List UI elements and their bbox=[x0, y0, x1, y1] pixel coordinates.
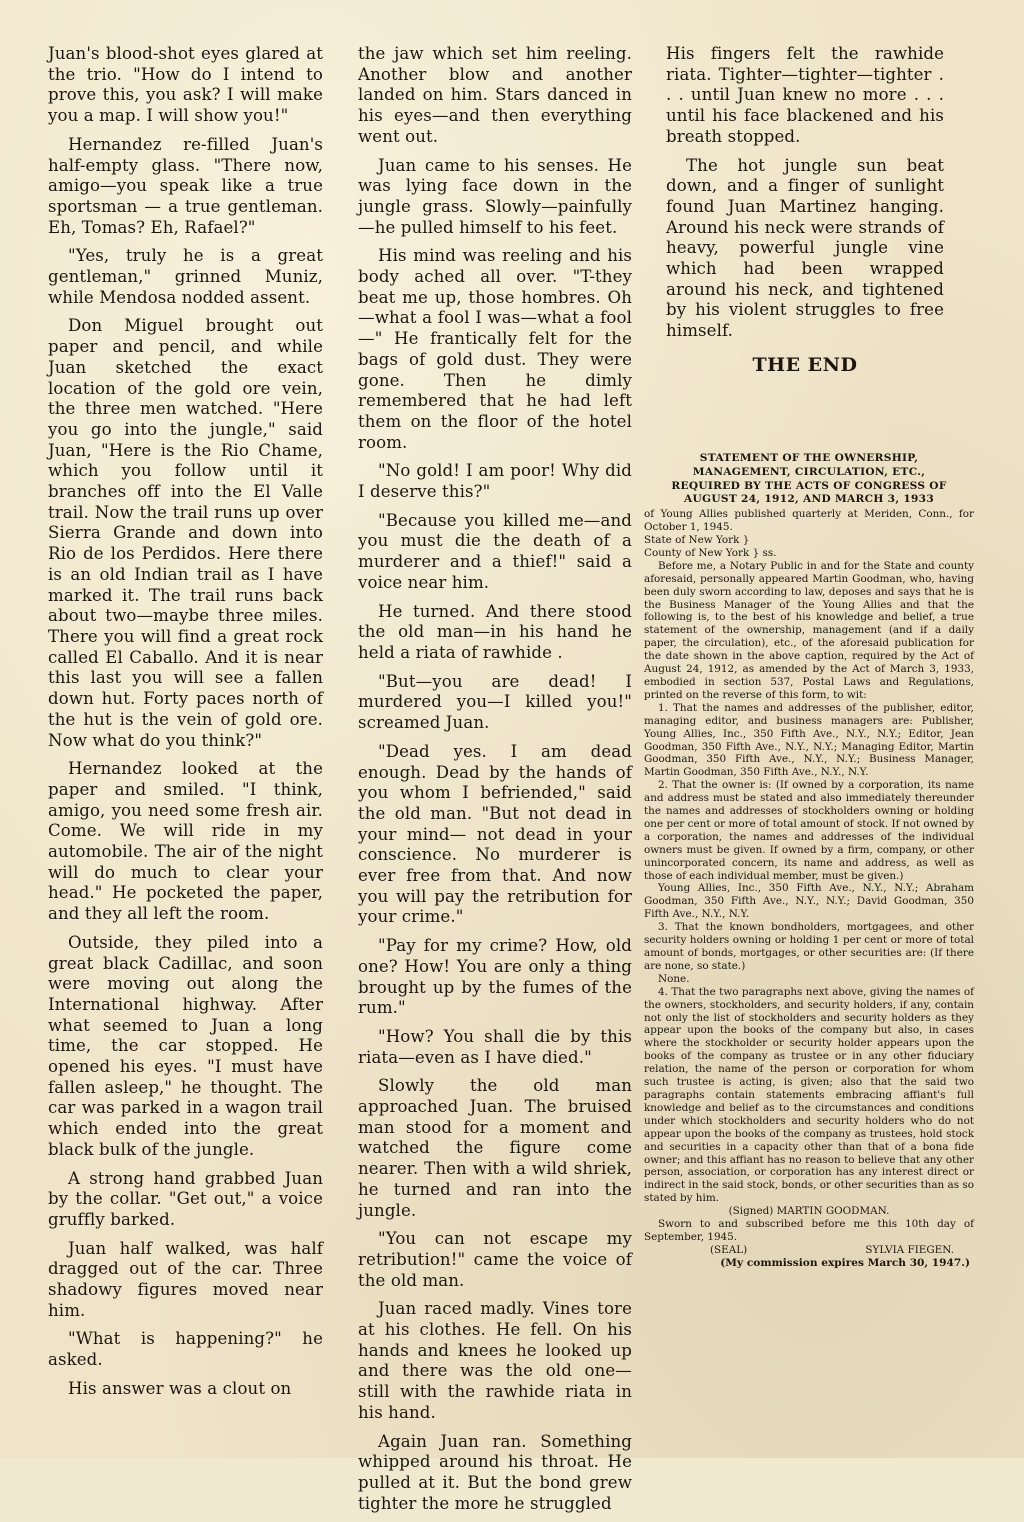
story-paragraph: Slowly the old man approached Juan. The bruised man stood for a moment and watched the figure come nearer. Then with a wild shriek, he turned and ran into the jungle. bbox=[358, 1076, 632, 1220]
story-column-1 bbox=[48, 44, 323, 1408]
story-paragraph: A strong hand grabbed Juan by the collar. "Get out," a voice gruffly barked. bbox=[48, 1168, 323, 1229]
story-paragraph: "Dead yes. I am dead enough. Dead by the hands of you whom I befriended," said the old man. "But not dead in your mind— not dead in your conscience. No murderer is ever free from that. And now you will pay the retribution for your crime." bbox=[358, 741, 632, 927]
statement-item-4: 4. That the two paragraphs next above, giving the names of the owners, stockholders, and security holders, if any, contain not only the list of stockholders and security holders as they appear upon the books of the company but also, in cases where the stockholder or security holder appears upon the books of the company as trustee or in any other fiduciary relation, the name of the person or corporation for whom such trustee is acting, is given; also that the said two paragraphs contain statements embracing affiant's full knowledge and belief as to the circumstances and conditions under which stockholders and security holders who do not appear upon the books of the company as trustees, hold stock and securities in a capacity other than that of a bona fide owner; and this affiant has no reason to believe that any other person, association, or corporation has any interest direct or indirect in the said stock, bonds, or other securities than as so stated by him. bbox=[644, 985, 974, 1205]
statement-intro: of Young Allies published quarterly at Meriden, Conn., for October 1, 1945. bbox=[644, 508, 974, 534]
venue-ss: ss. bbox=[762, 546, 777, 559]
ownership-statement bbox=[644, 452, 974, 1270]
venue-state: State of New York bbox=[644, 534, 740, 546]
the-end-title: THE END bbox=[752, 353, 858, 376]
story-column-3 bbox=[666, 44, 944, 376]
story-paragraph: His fingers felt the rawhide riata. Tighter—tighter—tighter . . . until Juan knew no more . . . until his face blackened and his breath stopped. bbox=[666, 44, 944, 146]
statement-heading-line: MANAGEMENT, CIRCULATION, ETC., bbox=[692, 465, 926, 478]
venue-county: County of New York bbox=[644, 546, 750, 559]
story-paragraph: Again Juan ran. Something whipped around his throat. He pulled at it. But the bond grew tighter the more he struggled bbox=[358, 1431, 632, 1513]
story-paragraph: The hot jungle sun beat down, and a finger of sunlight found Juan Martinez hanging. Around his neck were strands of heavy, powerful jungle vine which had been wrapped around his neck, and tightened by his violent struggles to free himself. bbox=[666, 155, 944, 341]
story-paragraph: Outside, they piled into a great black Cadillac, and soon were moving out along the International highway. After what seemed to Juan a long time, the car stopped. He opened his eyes. "I must have fallen asleep," he thought. The car was parked in a wagon trail which ended into the great black bulk of the jungle. bbox=[48, 932, 323, 1159]
signature-line: (Signed) MARTIN GOODMAN. bbox=[728, 1205, 890, 1218]
notary-name: SYLVIA FIEGEN. bbox=[865, 1243, 954, 1256]
story-paragraph: Hernandez re-filled Juan's half-empty glass. "There now, amigo—you speak like a true sportsman — a true gentleman. Eh, Tomas? Eh, Rafael?" bbox=[48, 134, 323, 237]
statement-item-1: 1. That the names and addresses of the publisher, editor, managing editor, and business managers are: Publisher, Young Allies, Inc., 350 Fifth Ave., N.Y., N.Y.; Editor, Jean Goodman, 350 Fifth Ave., N.Y., N.Y.; Managing Editor, Martin Goodman, 350 Fifth Ave., N.Y., N.Y.; Business Manager, Martin Goodman, 350 Fifth Ave., N.Y., N.Y. bbox=[644, 701, 974, 779]
seal-label: (SEAL) bbox=[710, 1243, 748, 1256]
statement-owners: Young Allies, Inc., 350 Fifth Ave., N.Y., N.Y.; Abraham Goodman, 350 Fifth Ave., N.Y., N.Y.; David Goodman, 350 Fifth Ave., N.Y., N.Y. bbox=[644, 882, 974, 921]
story-paragraph: Juan's blood-shot eyes glared at the trio. "How do I intend to prove this, you ask? I will make you a map. I will show you!" bbox=[48, 44, 323, 126]
story-paragraph: Juan raced madly. Vines tore at his clothes. He fell. On his hands and knees he looked up and there was the old one— still with the rawhide riata in his hand. bbox=[358, 1299, 632, 1422]
story-paragraph: "Yes, truly he is a great gentleman," grinned Muniz, while Mendosa nodded assent. bbox=[48, 246, 323, 307]
story-paragraph: "Pay for my crime? How, old one? How! You are only a thing brought up by the fumes of the rum." bbox=[358, 936, 632, 1018]
story-paragraph: "Because you killed me—and you must die the death of a murderer and a thief!" said a voice near him. bbox=[358, 510, 632, 592]
seal-row bbox=[644, 1244, 974, 1257]
story-paragraph: His answer was a clout on bbox=[68, 1378, 292, 1398]
statement-heading-line: STATEMENT OF THE OWNERSHIP, bbox=[699, 452, 919, 464]
story-paragraph: "How? You shall die by this riata—even as I have died." bbox=[358, 1026, 632, 1067]
story-paragraph: "You can not escape my retribution!" came the voice of the old man. bbox=[358, 1229, 632, 1290]
statement-heading-line: REQUIRED BY THE ACTS OF CONGRESS OF bbox=[671, 479, 947, 492]
story-paragraph: Juan half walked, was half dragged out of the car. Three shadowy figures moved near him. bbox=[48, 1238, 323, 1320]
story-column-2 bbox=[358, 44, 632, 1522]
story-paragraph: Hernandez looked at the paper and smiled. "I think, amigo, you need some fresh air. Come. We will ride in my automobile. The air of the night will do much to clear your head." He pocketed the paper, and they all left the room. bbox=[48, 759, 323, 924]
statement-heading bbox=[644, 452, 974, 507]
story-paragraph: "What is happening?" he asked. bbox=[48, 1329, 323, 1370]
statement-heading-line: AUGUST 24, 1912, AND MARCH 3, 1933 bbox=[683, 493, 935, 506]
story-paragraph: "But—you are dead! I murdered you—I killed you!" screamed Juan. bbox=[358, 671, 632, 733]
story-paragraph: the jaw which set him reeling. Another blow and another landed on him. Stars danced in his eyes—and then everything went out. bbox=[358, 44, 632, 146]
statement-none: None. bbox=[658, 972, 690, 985]
statement-item-3: 3. That the known bondholders, mortgagees, and other security holders owning or holding 1 per cent or more of total amount of bonds, mortgages, or other securities are: (If there are none, so state.) bbox=[644, 921, 974, 972]
sworn-line: Sworn to and subscribed before me this 10th day of September, 1945. bbox=[644, 1218, 974, 1244]
story-paragraph: His mind was reeling and his body ached all over. "T-they beat me up, those hombres. Oh —what a fool I was—what a fool —" He frantically felt for the bags of gold dust. They were gone. Then he dimly remembered that he had left them on the floor of the hotel room. bbox=[358, 246, 632, 452]
commission-expiry: (My commission expires March 30, 1947.) bbox=[720, 1256, 970, 1269]
statement-item-2: 2. That the owner is: (If owned by a corporation, its name and address must be stated and also immediately thereunder the names and addresses of stockholders owning or holding one per cent or more of total amount of stock. If not owned by a corporation, the names and addresses of the individual owners must be given. If owned by a firm, company, or other unincorporated concern, its name and address, as well as those of each individual member, must be given.) bbox=[644, 779, 974, 882]
story-paragraph: He turned. And there stood the old man—in his hand he held a riata of rawhide . bbox=[358, 601, 632, 662]
story-paragraph: "No gold! I am poor! Why did I deserve this?" bbox=[358, 461, 632, 502]
statement-venue: State of New York } County of New York } ss. bbox=[644, 534, 777, 559]
story-paragraph: Juan came to his senses. He was lying face down in the jungle grass. Slowly—painfully —he pulled himself to his feet. bbox=[358, 155, 632, 237]
statement-body: Before me, a Notary Public in and for the State and county aforesaid, personally appeared Martin Goodman, who, having been duly sworn according to law, deposes and says that he is the Business Manager of the Young Allies and that the following is, to the best of his knowledge and belief, a true statement of the ownership, management (and if a daily paper, the circulation), etc., of the aforesaid publication for the date shown in the above caption, required by the Act of August 24, 1912, as amended by the Act of March 3, 1933, embodied in section 537, Postal Laws and Regulations, printed on the reverse of this form, to wit: bbox=[644, 559, 974, 701]
story-paragraph: Don Miguel brought out paper and pencil, and while Juan sketched the exact location of the gold ore vein, the three men watched. "Here you go into the jungle," said Juan, "Here is the Rio Chame, which you follow until it branches off into the El Valle trail. Now the trail runs up over Sierra Grande and down into Rio de los Perdidos. Here there is an old Indian trail as I have marked it. The trail runs back about two—maybe three miles. There you will find a great rock called El Caballo. And it is near this last you will see a fallen down hut. Forty paces north of the hut is the vein of gold ore. Now what do you think?" bbox=[48, 316, 323, 750]
